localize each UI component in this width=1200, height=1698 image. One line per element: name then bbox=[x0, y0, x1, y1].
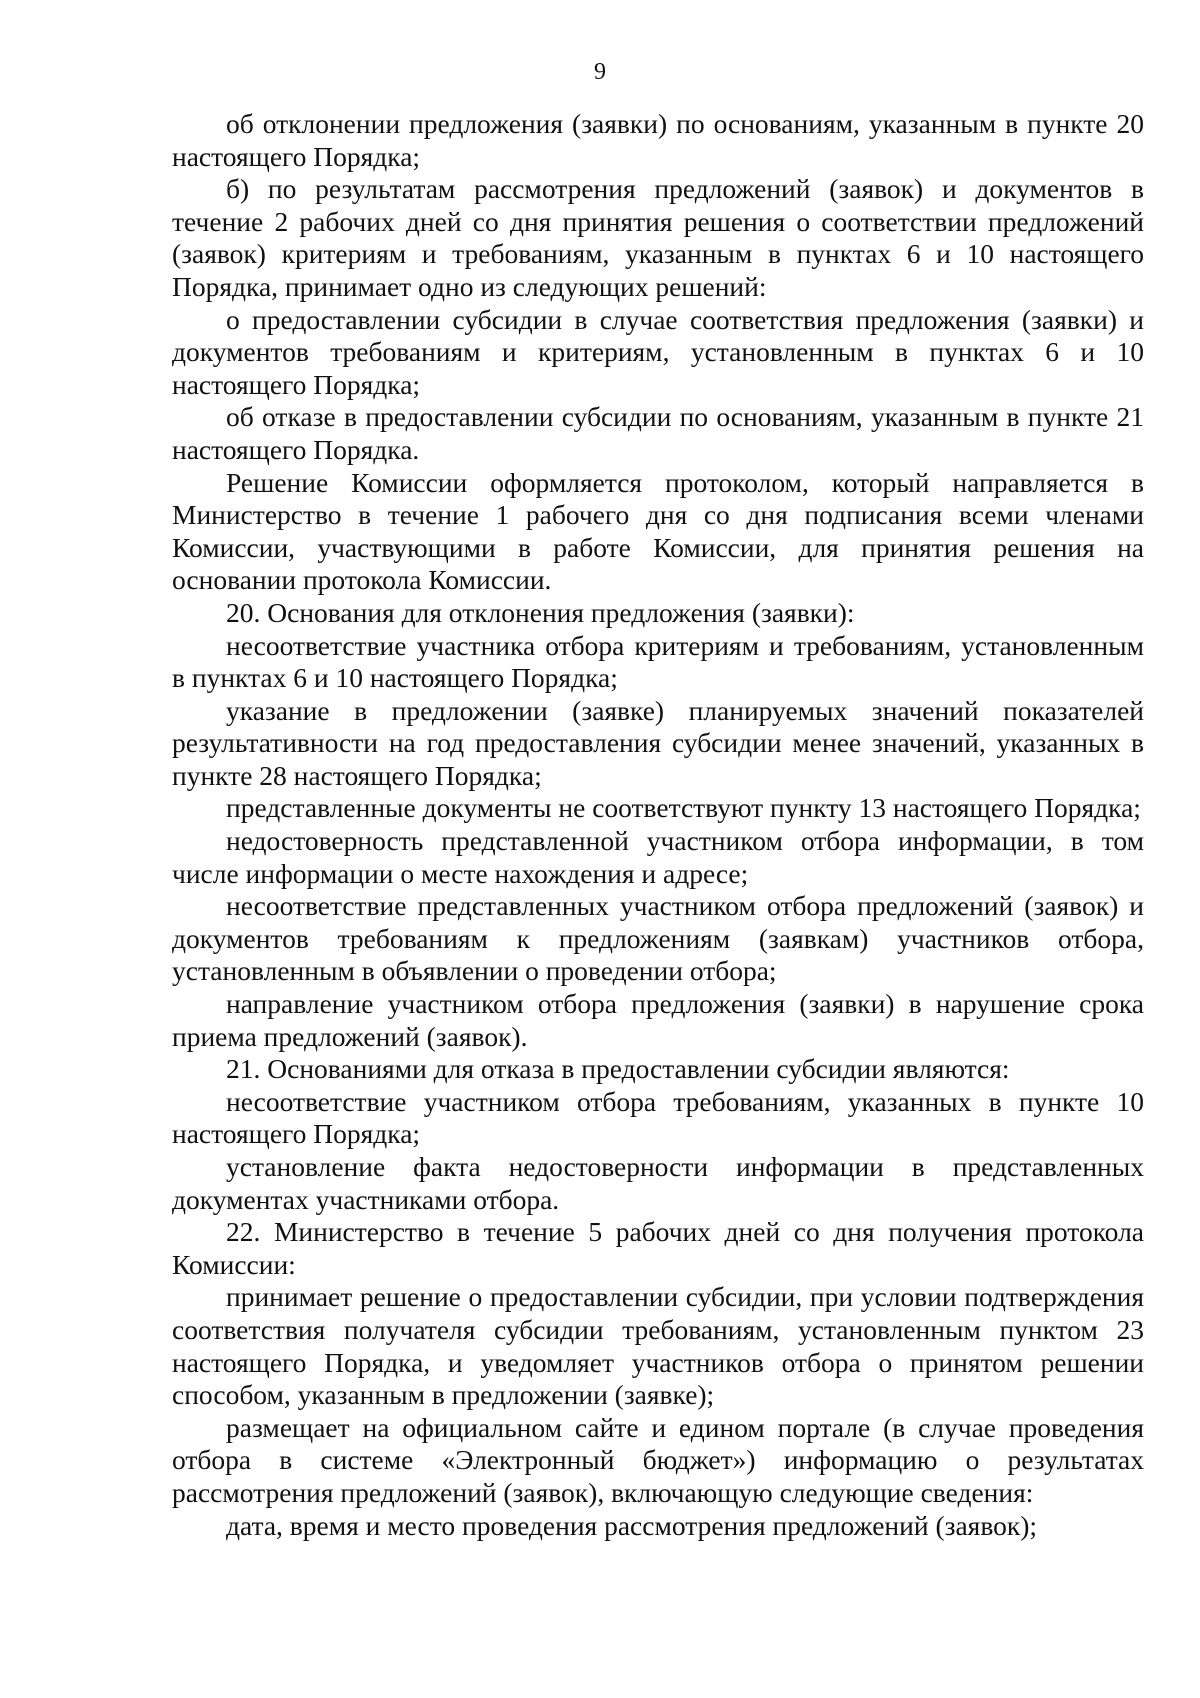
paragraph: об отклонении предложения (заявки) по основаниям, указанным в пункте 20 настоящего Порядка; bbox=[172, 108, 1144, 172]
paragraph: указание в предложении (заявке) планируемых значений показателей результативности на год предоставления субсидии менее значений, указанных в пункте 28 настоящего Порядка; bbox=[172, 694, 1144, 791]
paragraph: установление факта недостоверности информации в представленных документах участниками отбора. bbox=[172, 1151, 1144, 1215]
paragraph: представленные документы не соответствуют пункту 13 настоящего Порядка; bbox=[226, 792, 1141, 824]
paragraph: несоответствие участником отбора требованиям, указанных в пункте 10 настоящего Порядка; bbox=[172, 1085, 1144, 1150]
paragraph: о предоставлении субсидии в случае соответствия предложения (заявки) и документов требованиям и критериям, установленным в пунктах 6 и 10 настоящего Порядка; bbox=[172, 303, 1144, 400]
paragraph: несоответствие участника отбора критериям и требованиям, установленным в пунктах 6 и 10 настоящего Порядка; bbox=[172, 629, 1144, 694]
paragraph: дата, время и место проведения рассмотрения предложений (заявок); bbox=[226, 1509, 1038, 1541]
section-heading-21: 21. Основаниями для отказа в предоставлении субсидии являются: bbox=[226, 1053, 1010, 1085]
paragraph: несоответствие представленных участником отбора предложений (заявок) и документов требованиям к предложениям (заявкам) участников отбора, установленным в объявлении о проведении отбора; bbox=[172, 890, 1144, 987]
section-heading-22: 22. Министерство в течение 5 рабочих дней со дня получения протокола Комиссии: bbox=[172, 1216, 1144, 1280]
paragraph: направление участником отбора предложения (заявки) в нарушение срока приема предложений (заявок). bbox=[172, 988, 1144, 1052]
paragraph: б) по результатам рассмотрения предложений (заявок) и документов в течение 2 рабочих дней со дня принятия решения о соответствии предложений (заявок) критериям и требованиям, указанным в пунктах 6 и 10 настоящего Порядка, принимает одно из следующих решений: bbox=[172, 173, 1144, 302]
document-body bbox=[172, 108, 1144, 1542]
paragraph: размещает на официальном сайте и едином портале (в случае проведения отбора в системе «Электронный бюджет») информацию о результатах рассмотрения предложений (заявок), включающую следующие сведения: bbox=[172, 1411, 1144, 1508]
paragraph: об отказе в предоставлении субсидии по основаниям, указанным в пункте 21 настоящего Порядка. bbox=[172, 401, 1144, 465]
section-heading-20: 20. Основания для отклонения предложения (заявки): bbox=[226, 596, 855, 628]
paragraph: недостоверность представленной участником отбора информации, в том числе информации о месте нахождения и адресе; bbox=[172, 825, 1144, 889]
paragraph: Решение Комиссии оформляется протоколом, который направляется в Министерство в течение 1 рабочего дня со дня подписания всеми членами Комиссии, участвующими в работе Комиссии, для принятия решения на основании протокола Комиссии. bbox=[172, 466, 1144, 596]
page-number: 9 bbox=[594, 59, 606, 85]
paragraph: принимает решение о предоставлении субсидии, при условии подтверждения соответствия получателя субсидии требованиям, установленным пунктом 23 настоящего Порядка, и уведомляет участников отбора о принятом решении способом, указанным в предложении (заявке); bbox=[172, 1281, 1144, 1411]
